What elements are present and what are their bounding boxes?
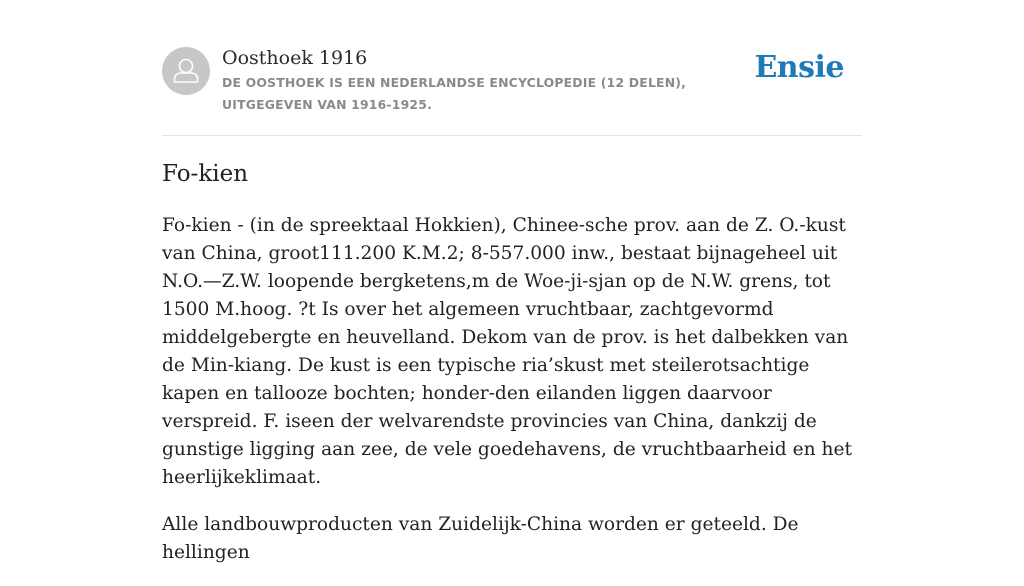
source-description: DE OOSTHOEK IS EEN NEDERLANDSE ENCYCLOPEDIE (12 DELEN), UITGEGEVEN VAN 1916-1925. xyxy=(222,75,687,112)
source-name-link[interactable]: Oosthoek 1916 xyxy=(222,47,368,69)
article-paragraph: Alle landbouwproducten van Zuidelijk-China worden er geteeld. De hellingen xyxy=(162,514,799,563)
article-title: Fo-kien xyxy=(162,161,249,187)
article-paragraph: Fo-kien - (in de spreektaal Hokkien), Chinee-sche prov. aan de Z. O.-kust van China, groot111.200 K.M.2; 8-557.000 inw., bestaat bijnageheel uit N.O.—Z.W. loopende bergketens,m de Woe-ji-sjan op de N.W. grens, tot 1500 M.hoog. ?t Is over het algemeen vruchtbaar, zachtgevormd middelgebergte en heuvelland. Dekom van de prov. is het dalbekken van de Min-kiang. De kust is een typische ria’skust met steilerotsachtige kapen en tallooze bochten; honder-den eilanden liggen daarvoor verspreid. F. iseen der welvarendste provincies van China, dankzij de gunstige ligging aan zee, de vele goedehavens, de vruchtbaarheid en het heerlijkeklimaat. xyxy=(162,215,852,488)
ensie-logo-link[interactable]: Ensie xyxy=(754,50,844,85)
source-avatar[interactable] xyxy=(162,47,210,95)
source-header xyxy=(162,0,862,136)
article-body xyxy=(162,212,862,586)
page-wrapper xyxy=(162,0,862,563)
user-icon xyxy=(162,47,210,95)
